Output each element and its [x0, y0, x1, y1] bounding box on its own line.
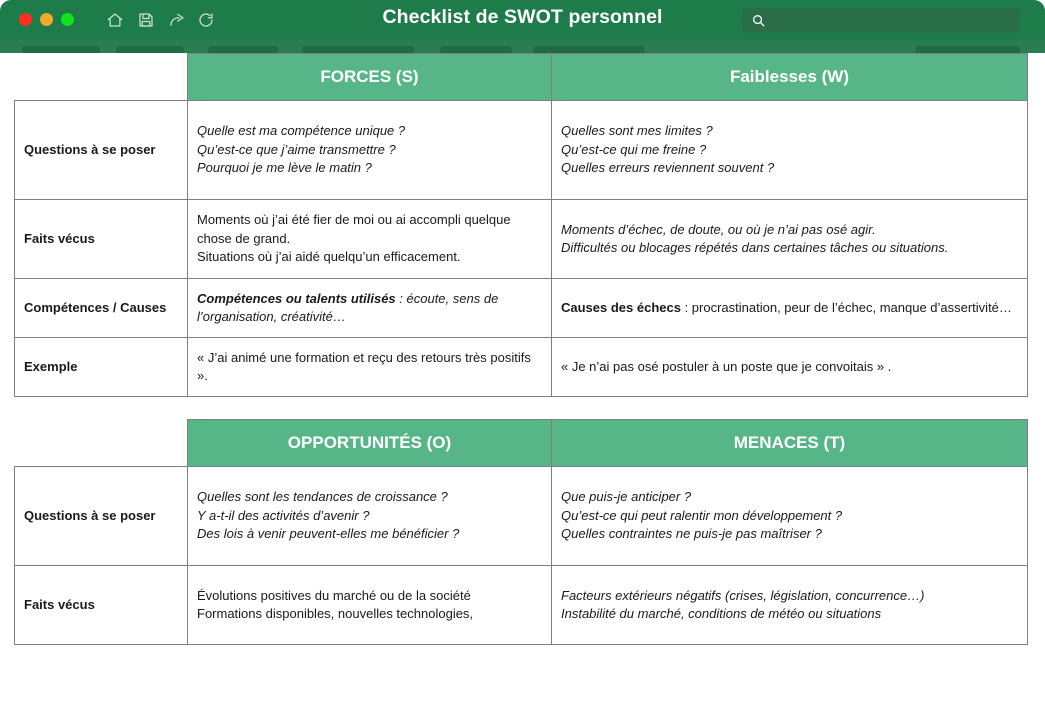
- cell-forces-faits: [188, 200, 552, 279]
- table-header-row: [15, 420, 1028, 467]
- cell-line: Pourquoi je me lève le matin ?: [197, 160, 372, 176]
- toolbar-pill-6[interactable]: [533, 46, 645, 53]
- swot-table-opportunities-threats: [14, 419, 1028, 645]
- header-spacer-cell: [15, 54, 188, 101]
- row-label-faits-vecus: Faits vécus: [15, 566, 188, 645]
- cell-opportunites-faits: [188, 566, 552, 645]
- toolbar-pill-7[interactable]: [915, 46, 1020, 53]
- cell-line: Des lois à venir peuvent-elles me bénéficier ?: [197, 526, 460, 542]
- cell-line: Quelles sont mes limites ?: [561, 123, 713, 139]
- toolbar-pill-3[interactable]: [208, 46, 278, 53]
- cell-line: Formations disponibles, nouvelles technologies,: [197, 606, 474, 621]
- row-label-exemple: Exemple: [15, 338, 188, 397]
- row-label-competences-causes: Compétences / Causes: [15, 279, 188, 338]
- cell-opportunites-questions: [188, 467, 552, 566]
- cell-rest: : écoute, sens de l’organisation, créativité…: [197, 290, 499, 324]
- window-titlebar: [0, 0, 1045, 40]
- cell-line: Quelle est ma compétence unique ?: [197, 123, 406, 139]
- column-header-faiblesses: Faiblesses (W): [552, 54, 1028, 101]
- column-header-menaces: MENACES (T): [552, 420, 1028, 467]
- cell-line: Qu’est-ce qui peut ralentir mon développement ?: [561, 507, 843, 523]
- cell-line: Facteurs extérieurs négatifs (crises, législation, concurrence…): [561, 587, 925, 603]
- table-row: [15, 101, 1028, 200]
- column-header-opportunites: OPPORTUNITÉS (O): [188, 420, 552, 467]
- cell-rest: : procrastination, peur de l’échec, manque d’assertivité…: [680, 299, 1012, 315]
- table-row: [15, 279, 1028, 338]
- cell-line: Y a-t-il des activités d’avenir ?: [197, 507, 370, 523]
- cell-faiblesses-questions: [552, 101, 1028, 200]
- secondary-toolbar: [0, 40, 1045, 53]
- row-label-questions: Questions à se poser: [15, 467, 188, 566]
- table-header-row: [15, 54, 1028, 101]
- cell-faiblesses-causes: [552, 279, 1028, 338]
- search-icon: [751, 13, 766, 28]
- cell-menaces-questions: [552, 467, 1028, 566]
- cell-line: Moments d’échec, de doute, ou où je n’ai pas osé agir.: [561, 221, 876, 237]
- swot-table-strengths-weaknesses: [14, 53, 1028, 397]
- cell-line: Quelles erreurs reviennent souvent ?: [561, 160, 775, 176]
- header-spacer-cell: [15, 420, 188, 467]
- search-input[interactable]: [742, 8, 1020, 33]
- column-header-forces: FORCES (S): [188, 54, 552, 101]
- table-row: [15, 566, 1028, 645]
- toolbar-pill-2[interactable]: [116, 46, 184, 53]
- cell-faiblesses-exemple: « Je n’ai pas osé postuler à un poste que je convoitais » .: [552, 338, 1028, 397]
- table-row: [15, 467, 1028, 566]
- row-label-questions: Questions à se poser: [15, 101, 188, 200]
- cell-line: Qu’est-ce qui me freine ?: [561, 141, 707, 157]
- cell-line: Évolutions positives du marché ou de la société: [197, 587, 471, 603]
- cell-line: Quelles sont les tendances de croissance ?: [197, 489, 448, 505]
- cell-faiblesses-faits: [552, 200, 1028, 279]
- table-row: [15, 338, 1028, 397]
- page-title: Checklist de SWOT personnel: [382, 6, 663, 28]
- cell-line: Instabilité du marché, conditions de météo ou situations: [561, 606, 882, 621]
- row-label-faits-vecus: Faits vécus: [15, 200, 188, 279]
- toolbar-pill-1[interactable]: [22, 46, 100, 53]
- cell-forces-competences: [188, 279, 552, 338]
- table-row: [15, 200, 1028, 279]
- cell-menaces-faits: [552, 566, 1028, 645]
- document-canvas: [0, 53, 1045, 727]
- cell-line: Qu’est-ce que j’aime transmettre ?: [197, 141, 396, 157]
- cell-line: Moments où j’ai été fier de moi ou ai accompli quelque chose de grand.: [197, 212, 511, 246]
- cell-forces-questions: [188, 101, 552, 200]
- cell-forces-exemple: « J’ai animé une formation et reçu des retours très positifs ».: [188, 338, 552, 397]
- cell-lead: Causes des échecs: [561, 299, 681, 315]
- cell-line: Situations où j’ai aidé quelqu’un efficacement.: [197, 249, 461, 265]
- cell-line: Que puis-je anticiper ?: [561, 489, 692, 505]
- content-fade-overlay: [0, 671, 1045, 727]
- cell-line: Difficultés ou blocages répétés dans certaines tâches ou situations.: [561, 240, 949, 255]
- cell-line: Quelles contraintes ne puis-je pas maîtriser ?: [561, 526, 822, 542]
- toolbar-pill-5[interactable]: [440, 46, 512, 53]
- cell-lead: Compétences ou talents utilisés: [197, 290, 396, 306]
- toolbar-pill-4[interactable]: [302, 46, 414, 53]
